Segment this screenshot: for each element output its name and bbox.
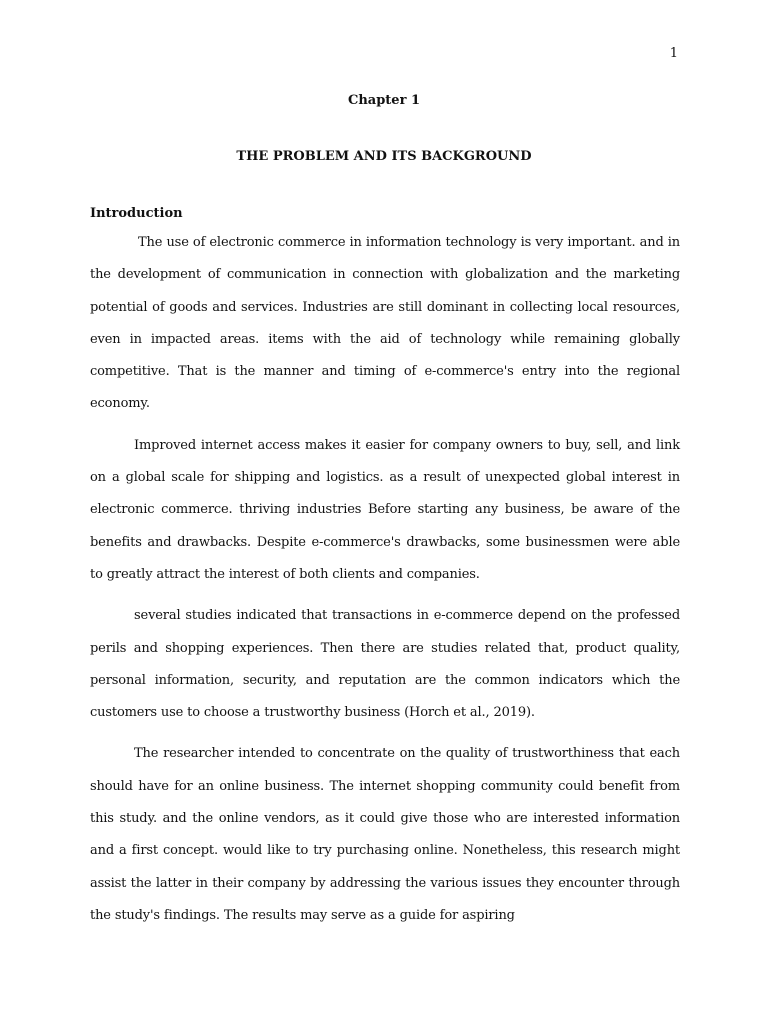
- page-number: 1: [669, 46, 678, 61]
- document-body: [90, 227, 680, 932]
- chapter-title: THE PROBLEM AND ITS BACKGROUND: [236, 149, 532, 164]
- paragraph: The use of electronic commerce in information technology is very important. and in the development of communication in connection with globalization and the marketing potential of goods and services. Industries are still dominant in collecting local resources, even in impacted areas. items with the aid of technology while remaining globally competitive. That is the manner and timing of e-commerce's entry into the regional economy.: [90, 235, 680, 412]
- paragraph: The researcher intended to concentrate on the quality of trustworthiness that each should have for an online business. The internet shopping community could benefit from this study. and the online vendors, as it could give those who are interested information and a first concept. would like to try purchasing online. Nonetheless, this research might assist the latter in their company by addressing the various issues they encounter through the study's findings. The results may serve as a guide for aspiring: [90, 746, 680, 923]
- chapter-heading: Chapter 1: [347, 93, 420, 108]
- paragraph: several studies indicated that transactions in e-commerce depend on the professed perils and shopping experiences. Then there are studies related that, product quality, personal information, security, and reputation are the common indicators which the customers use to choose a trustworthy business (Horch et al., 2019).: [90, 608, 680, 721]
- section-heading: Introduction: [90, 206, 183, 221]
- paragraph: Improved internet access makes it easier for company owners to buy, sell, and link on a global scale for shipping and logistics. as a result of unexpected global interest in electronic commerce. thriving industries Before starting any business, be aware of the benefits and drawbacks. Despite e-commerce's drawbacks, some businessmen were able to greatly attract the interest of both clients and companies.: [90, 437, 680, 582]
